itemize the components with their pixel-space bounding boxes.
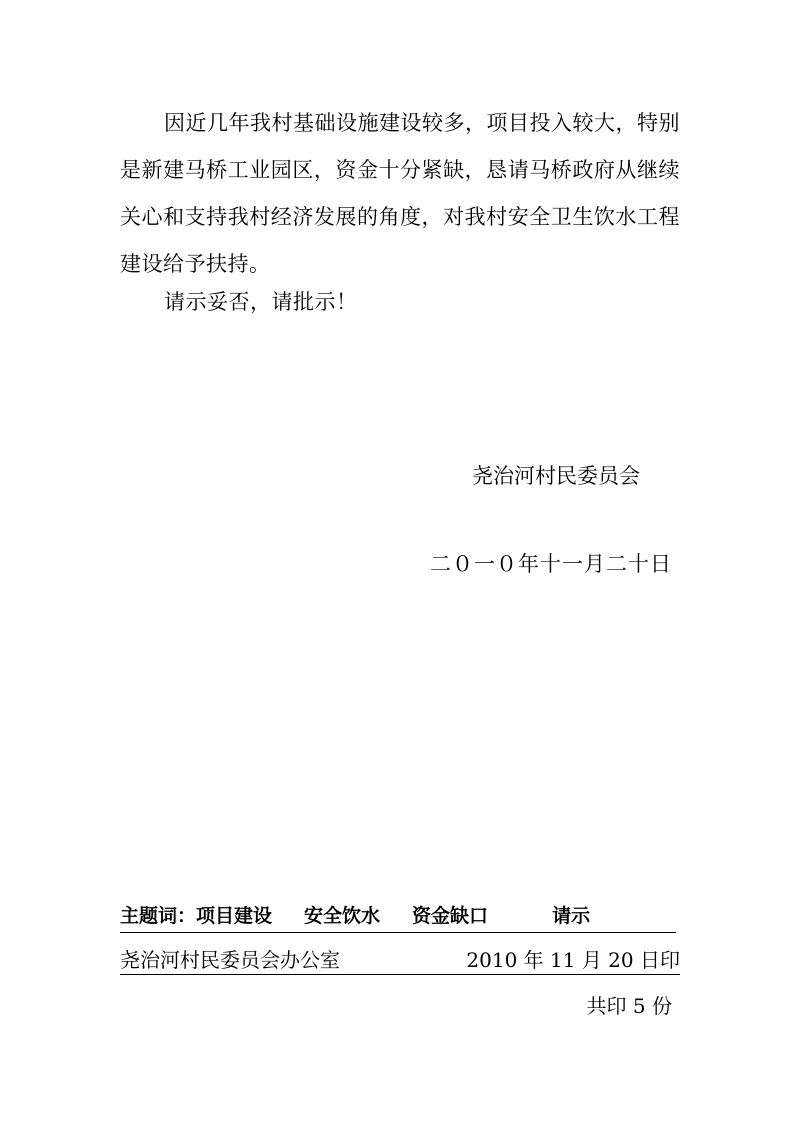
keyword-item: 安全饮水 bbox=[304, 905, 381, 927]
keyword-item: 请示 bbox=[552, 905, 591, 927]
keyword-item: 项目建设 bbox=[196, 905, 273, 927]
keyword-item: 资金缺口 bbox=[412, 905, 489, 927]
signature-date: 二０一０年十一月二十日 bbox=[430, 552, 672, 576]
keywords-label: 主题词： bbox=[120, 905, 197, 927]
subject-keywords-row bbox=[120, 902, 676, 933]
print-date: 2010 年 11 月 20 日印 bbox=[466, 948, 680, 972]
print-office: 尧治河村民委员会办公室 bbox=[120, 948, 340, 972]
print-info-row bbox=[120, 946, 680, 975]
body-paragraph-1: 因近几年我村基础设施建设较多，项目投入较大，特别是新建马桥工业园区，资金十分紧缺，恳请马桥政府从继续关心和支持我村经济发展的角度，对我村安全卫生饮水工程建设给予扶持。 bbox=[120, 111, 680, 276]
body-paragraph-2: 请示妥否，请批示！ bbox=[164, 290, 358, 314]
signature-organization: 尧治河村民委员会 bbox=[472, 464, 640, 488]
copies-count: 共印 5 份 bbox=[586, 994, 672, 1018]
